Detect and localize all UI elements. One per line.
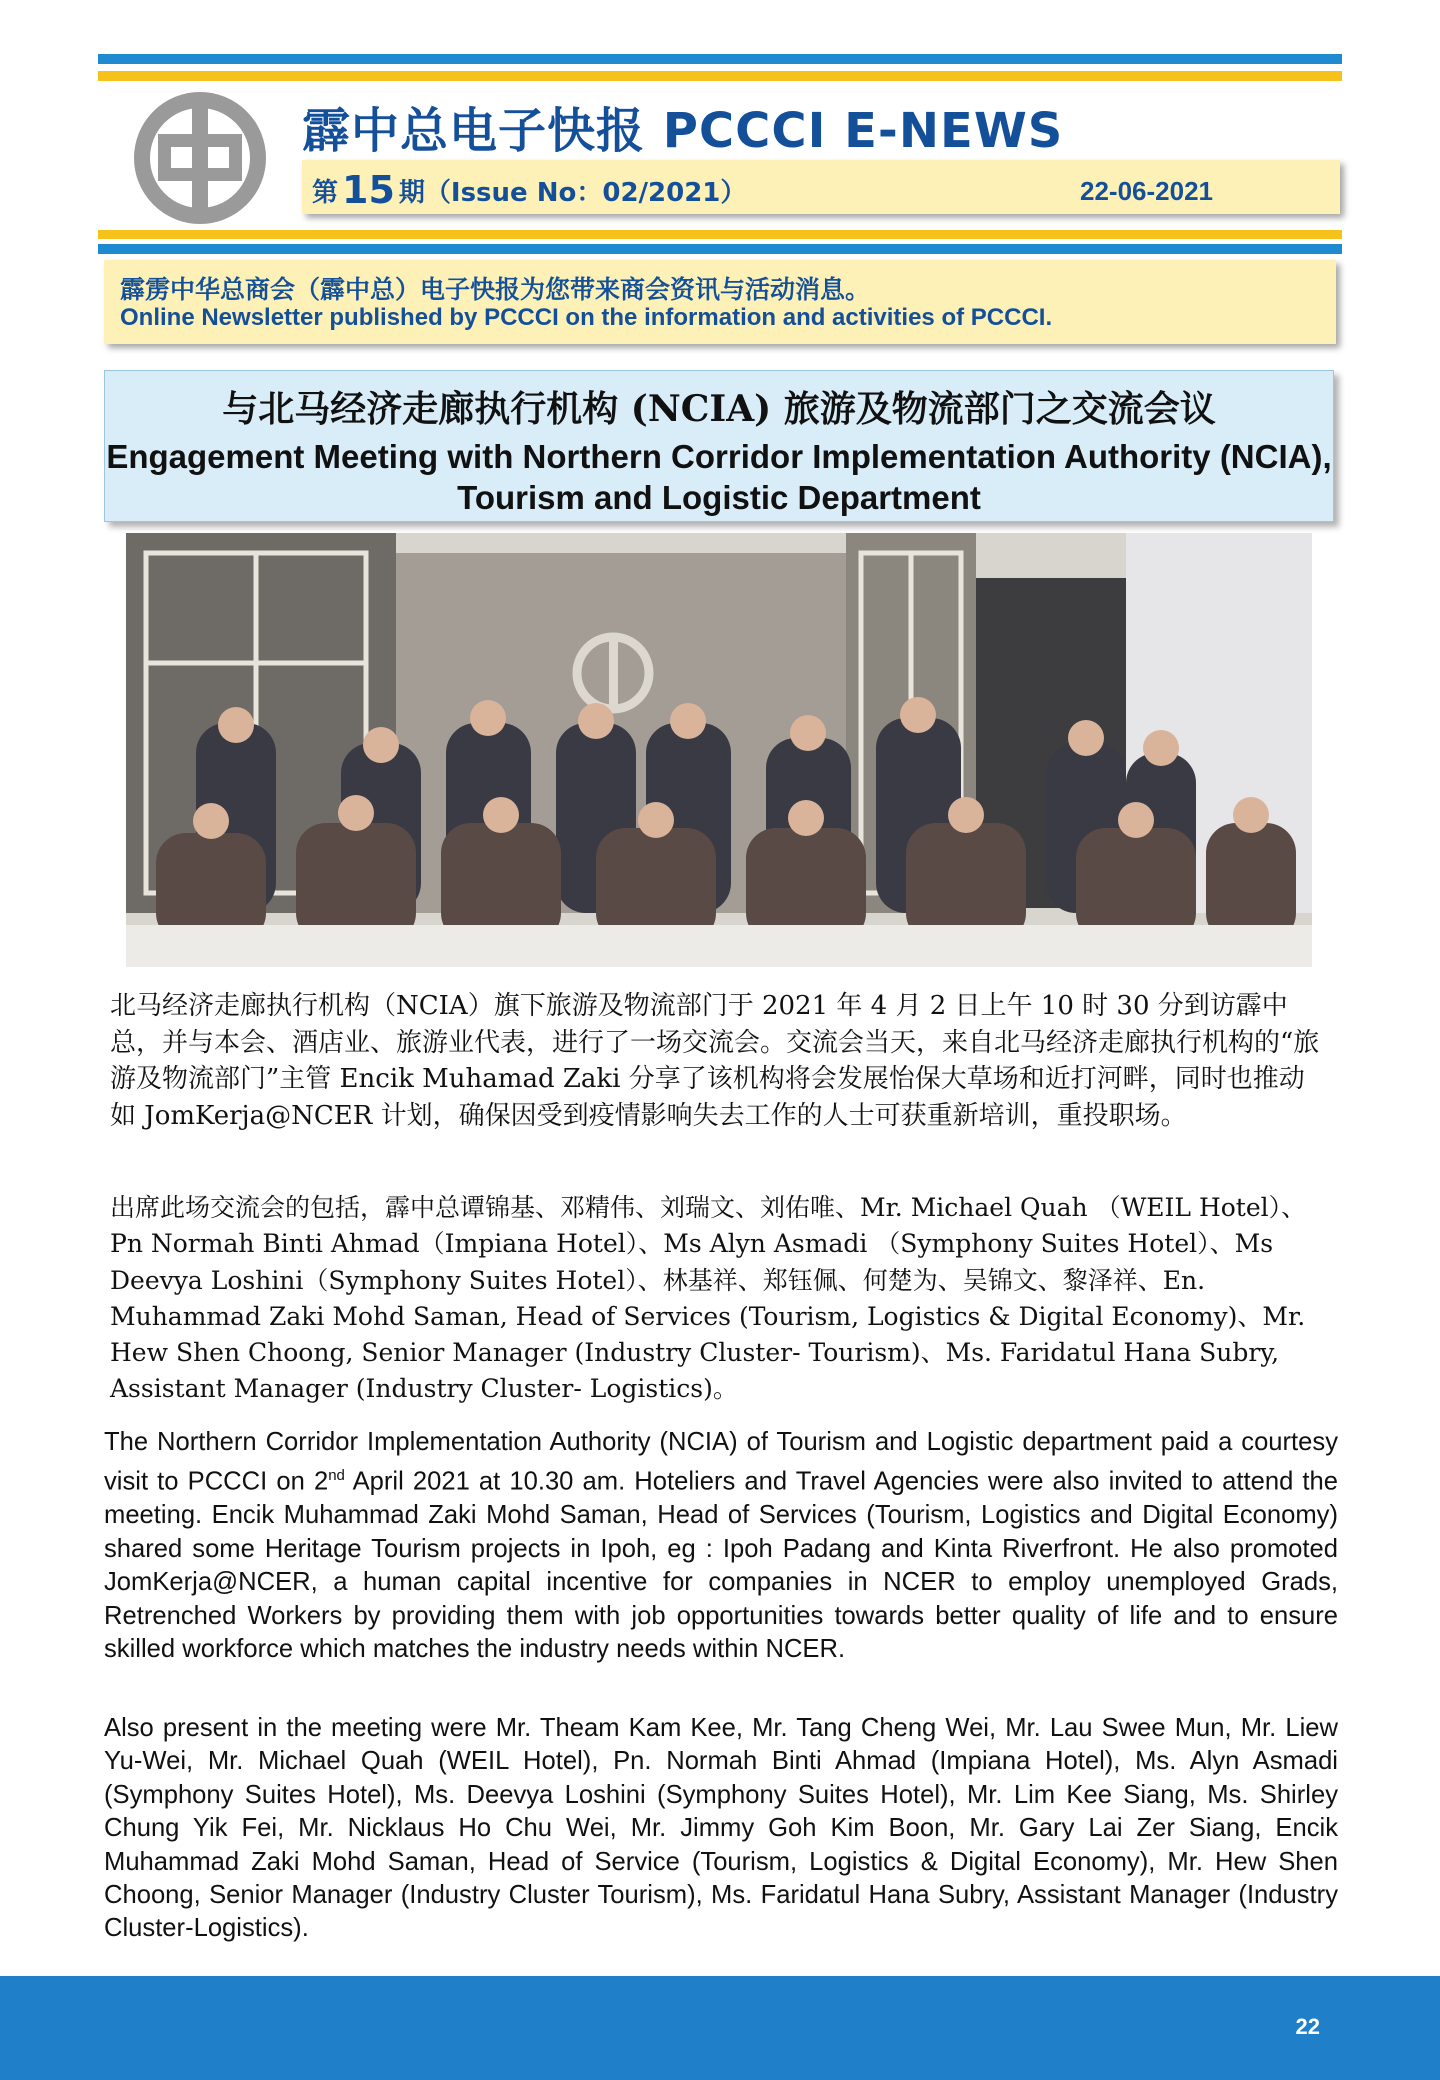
- issue-suffix: 期（Issue No：02/2021）: [398, 178, 747, 208]
- group-photo: [126, 533, 1312, 967]
- pccci-logo: [128, 90, 272, 226]
- issue-prefix: 第: [312, 178, 339, 208]
- body-zh-paragraph-2: 出席此场交流会的包括，霹中总谭锦基、邓精伟、刘瑞文、刘佑唯、Mr. Michael Quah （WEIL Hotel）、Pn Normah Binti Ahmad（Impiana Hotel）、Ms Alyn Asmadi （Symphony Suites Hotel）、Ms Deevya Loshini（Symphony Suites Hotel）、林基祥、郑钰佩、何楚为、吴锦文、黎泽祥、En. Muhammad Zaki Mohd Saman, Head of Services (Tourism, Logistics & Digital Economy)、Mr. Hew Shen Choong, Senior Manager (Industry Cluster- Tourism)、Ms. Faridatul Hana Subry, Assistant Manager (Industry Cluster- Logistics)。: [110, 1193, 1307, 1404]
- intro-zh: 霹雳中华总商会（霹中总）电子快报为您带来商会资讯与活动消息。: [120, 275, 871, 304]
- intro-box: [104, 260, 1336, 344]
- en-para1-sup: nd: [328, 1467, 345, 1485]
- body-zh-paragraph-1: 北马经济走廊执行机构（NCIA）旗下旅游及物流部门于 2021 年 4 月 2 日上午 10 时 30 分到访霹中总，并与本会、酒店业、旅游业代表，进行了一场交流会。交流会当天，来自北马经济走廊执行机构的“旅游及物流部门”主管 Encik Muhamad Zaki 分享了该机构将会发展怡保大草场和近打河畔，同时也推动如 JomKerja@NCER 计划，确保因受到疫情影响失去工作的人士可获重新培训，重投职场。: [110, 991, 1320, 1131]
- body-en-paragraph-2: Also present in the meeting were Mr. Theam Kam Kee, Mr. Tang Cheng Wei, Mr. Lau Swee Mun, Mr. Liew Yu-Wei, Mr. Michael Quah (WEIL Hotel), Pn. Normah Binti Ahmad (Impiana Hotel), Ms. Alyn Asmadi (Symphony Suites Hotel), Ms. Deevya Loshini (Symphony Suites Hotel), Mr. Lim Kee Siang, Ms. Shirley Chung Yik Fei, Mr. Nicklaus Ho Chu Wei, Mr. Jimmy Goh Kim Boon, Mr. Gary Lai Zer Siang, Encik Muhammad Zaki Mohd Saman, Head of Service (Tourism, Logistics & Digital Economy), Mr. Hew Shen Choong, Senior Manager (Industry Cluster Tourism), Ms. Faridatul Hana Subry, Assistant Manager (Industry Cluster-Logistics).: [104, 1714, 1338, 1943]
- newsletter-title: 霹中总电子快报 PCCCI E-NEWS: [302, 103, 1064, 159]
- page-number: 22: [1295, 2014, 1320, 2039]
- issue-date: 22-06-2021: [1080, 176, 1213, 206]
- top-blue-band: [98, 54, 1342, 64]
- mid-yellow-band: [98, 230, 1342, 239]
- headline-en: Engagement Meeting with Northern Corridor Implementation Authority (NCIA), Tourism and Logistic Department: [106, 438, 1332, 516]
- en-para1-part-a: The Northern Corridor Implementation Authority (NCIA) of Tourism and Logistic department paid a courtesy visit to PCCCI on 2: [104, 1428, 1338, 1496]
- mid-blue-band: [98, 244, 1342, 254]
- page-footer: [0, 1976, 1440, 2080]
- article-headline: [104, 370, 1334, 522]
- body-en-paragraph-1: [104, 1426, 1338, 1666]
- issue-number: 15: [342, 168, 395, 212]
- en-para1-part-b: April 2021 at 10.30 am. Hoteliers and Travel Agencies were also invited to attend the meeting. Encik Muhammad Zaki Mohd Saman, Head of Services (Tourism, Logistics and Digital Economy) shared some Heritage Tourism projects in Ipoh, eg : Ipoh Padang and Kinta Riverfront. He also promoted JomKerja@NCER, a human capital incentive for companies in NCER to employ unemployed Grads, Retrenched Workers by providing them with job opportunities towards better quality of life and to ensure skilled workforce which matches the industry needs within NCER.: [104, 1467, 1338, 1663]
- intro-en: Online Newsletter published by PCCCI on the information and activities of PCCCI.: [120, 304, 1053, 331]
- top-yellow-band: [98, 71, 1342, 81]
- group-photo-image: [126, 533, 1312, 967]
- issue-label: [312, 168, 746, 212]
- headline-zh: 与北马经济走廊执行机构 (NCIA) 旅游及物流部门之交流会议: [222, 388, 1216, 430]
- issue-bar: [302, 160, 1340, 214]
